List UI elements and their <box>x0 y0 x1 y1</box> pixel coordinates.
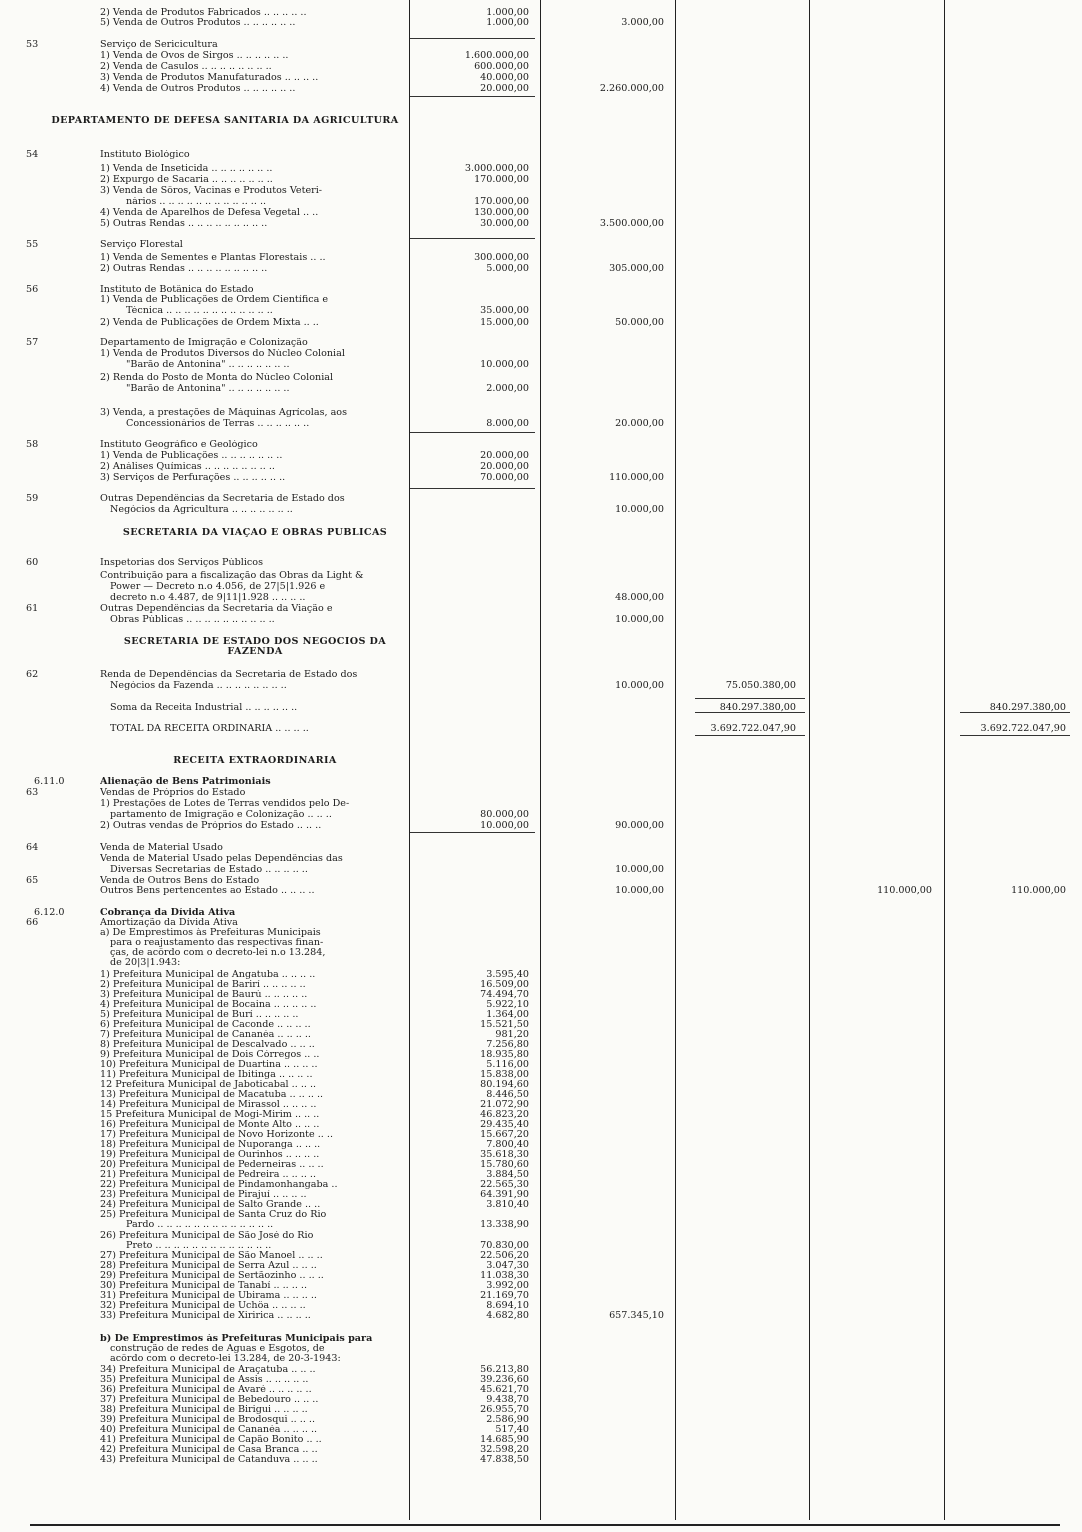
item-description: 38) Prefeitura Municipal de Birigui .. .. .. .. <box>100 1405 308 1415</box>
item-description: 22) Prefeitura Municipal de Pindamonhangaba .. <box>100 1180 338 1190</box>
subtotal-amount: 20.000,00 <box>615 418 664 429</box>
item-description: 33) Prefeitura Municipal de Xiririca .. .. .. .. <box>100 1311 311 1321</box>
item-amount: 70.000,00 <box>480 472 529 483</box>
item-description: 25) Prefeitura Municipal de Santa Cruz do Rio <box>100 1210 327 1220</box>
item-code: 59 <box>26 493 39 504</box>
item-code: 6.12.0 <box>34 907 65 918</box>
item-description: 36) Prefeitura Municipal de Avaré .. .. .. .. .. <box>100 1385 312 1395</box>
item-description: 37) Prefeitura Municipal de Bebedouro .. .. .. <box>100 1395 319 1405</box>
item-description: 31) Prefeitura Municipal de Ubirama .. .. .. .. <box>100 1291 317 1301</box>
item-description: 17) Prefeitura Municipal de Novo Horizonte .. .. <box>100 1130 333 1140</box>
column-rule <box>675 0 676 1520</box>
item-amount: 600.000,00 <box>474 61 529 72</box>
section-heading: SECRETARIA DE ESTADO DOS NEGÓCIOS DA FAZENDA <box>123 637 387 658</box>
grand-total-amount: 840.297.380,00 <box>989 702 1066 713</box>
item-description: Contribuição para a fiscalização das Obras da Light & <box>100 571 364 581</box>
section-heading: DEPARTAMENTO DE DEFESA SANITARIA DA AGRICULTURA <box>51 116 399 126</box>
item-description: Preto .. .. .. .. .. .. .. .. .. .. .. .. .. <box>126 1241 272 1251</box>
item-amount: 3.992,00 <box>486 1280 529 1291</box>
item-description: Vendas de Próprios do Estado <box>100 788 246 798</box>
item-amount: 47.838,50 <box>480 1454 529 1465</box>
item-amount: 45.621,70 <box>480 1384 529 1395</box>
item-description: "Barão de Antonina" .. .. .. .. .. .. .. <box>126 360 290 370</box>
subtotal-rule <box>410 38 535 39</box>
subtotal-amount: 10.000,00 <box>615 680 664 691</box>
item-amount: 1.600.000,00 <box>464 50 529 61</box>
item-description: Serviço Florestal <box>100 240 183 250</box>
item-amount: 40.000,00 <box>480 72 529 83</box>
item-description: Amortização da Dívida Ativa <box>100 918 238 928</box>
section-heading: SECRETARIA DA VIAÇÃO E OBRAS PÚBLICAS <box>122 528 388 538</box>
item-amount: 300.000,00 <box>474 252 529 263</box>
item-amount: 5.116,00 <box>486 1059 529 1070</box>
item-description: Cobrança da Dívida Ativa <box>100 908 236 918</box>
item-amount: 170.000,00 <box>474 174 529 185</box>
item-description: 42) Prefeitura Municipal de Casa Branca .. .. <box>100 1445 318 1455</box>
item-description: 1) Venda de Publicações .. .. .. .. .. .. .. <box>100 451 283 461</box>
subtotal-amount: 110.000,00 <box>609 472 664 483</box>
item-amount: 22.565,30 <box>480 1179 529 1190</box>
item-amount: 21.072,90 <box>480 1099 529 1110</box>
item-description: 3) Venda de Sôros, Vacinas e Produtos Veteri- <box>100 186 323 196</box>
item-description: 3) Serviços de Perfurações .. .. .. .. .. .. <box>100 473 286 483</box>
item-description: 21) Prefeitura Municipal de Pedreira .. .. .. .. <box>100 1170 317 1180</box>
item-description: 5) Venda de Outros Produtos .. .. .. .. .. .. <box>100 18 296 28</box>
item-amount: 170.000,00 <box>474 196 529 207</box>
item-description: 16) Prefeitura Municipal de Monte Alto .. .. .. <box>100 1120 320 1130</box>
item-description: "Barão de Antonina" .. .. .. .. .. .. .. <box>126 384 290 394</box>
item-amount: 15.000,00 <box>480 317 529 328</box>
item-description: Departamento de Imigração e Colonização <box>100 338 308 348</box>
item-description: 10) Prefeitura Municipal de Duartina .. .. .. .. <box>100 1060 318 1070</box>
item-description: b) De Emprestimos às Prefeituras Municipais para <box>100 1334 373 1344</box>
column-rule <box>540 0 541 1520</box>
item-description: 1) Venda de Produtos Diversos do Núcleo Colonial <box>100 349 345 359</box>
item-description: ças, de acôrdo com o decreto-lei n.o 13.284, <box>110 948 326 958</box>
subtotal-amount: 10.000,00 <box>615 614 664 625</box>
item-description: 2) Análises Químicas .. .. .. .. .. .. .. .. <box>100 462 275 472</box>
subtotal-amount: 2.260.000,00 <box>599 83 664 94</box>
item-description: Negócios da Agricultura .. .. .. .. .. .. .. <box>110 505 293 515</box>
item-description: nários .. .. .. .. .. .. .. .. .. .. .. .. <box>126 197 267 207</box>
item-description: construção de redes de Aguas e Esgotos, de <box>110 1344 325 1354</box>
item-description: 5) Outras Rendas .. .. .. .. .. .. .. .. .. <box>100 219 268 229</box>
item-amount: 4.682,80 <box>486 1310 529 1321</box>
item-description: 41) Prefeitura Municipal de Capão Bonito .. .. <box>100 1435 322 1445</box>
page-bottom-rule <box>30 1524 1060 1526</box>
item-amount: 70.830,00 <box>480 1240 529 1251</box>
item-description: 40) Prefeitura Municipal de Cananéa .. .. .. .. <box>100 1425 318 1435</box>
item-amount: 11.038,30 <box>480 1270 529 1281</box>
item-amount: 9.438,70 <box>486 1394 529 1405</box>
item-description: 4) Venda de Aparelhos de Defesa Vegetal .. .. <box>100 208 319 218</box>
item-description: 7) Prefeitura Municipal de Cananéa .. .. .. .. <box>100 1030 311 1040</box>
grand-total-amount: 3.692.722.047,90 <box>980 723 1066 734</box>
item-description: Inspetorias dos Serviços Públicos <box>100 558 264 568</box>
item-amount: 15.667,20 <box>480 1129 529 1140</box>
item-amount: 13.338,90 <box>480 1219 529 1230</box>
item-amount: 1.000,00 <box>486 17 529 28</box>
item-amount: 3.884,50 <box>486 1169 529 1180</box>
item-code: 56 <box>26 284 39 295</box>
item-amount: 15.780,60 <box>480 1159 529 1170</box>
grand-total-amount: 110.000,00 <box>1011 885 1066 896</box>
item-description: 4) Venda de Outros Produtos .. .. .. .. .. .. <box>100 84 296 94</box>
item-description: 2) Venda de Produtos Fabricados .. .. .. .. .. <box>100 8 307 18</box>
item-amount: 3.047,30 <box>486 1260 529 1271</box>
column-rule <box>944 0 945 1520</box>
item-description: Power — Decreto n.o 4.056, de 27|5|1.926 e <box>110 582 326 592</box>
item-amount: 2.000,00 <box>486 383 529 394</box>
item-amount: 35.000,00 <box>480 305 529 316</box>
item-description: Negócios da Fazenda .. .. .. .. .. .. .. .. <box>110 681 287 691</box>
subtotal-amount: 10.000,00 <box>615 864 664 875</box>
item-amount: 22.506,20 <box>480 1250 529 1261</box>
item-description: TOTAL DA RECEITA ORDINÁRIA .. .. .. .. <box>110 724 309 734</box>
item-amount: 3.595,40 <box>486 969 529 980</box>
item-amount: 8.446,50 <box>486 1089 529 1100</box>
subtotal-amount: 3.000,00 <box>621 17 664 28</box>
item-description: Outras Dependências da Secretaria da Viação e <box>100 604 333 614</box>
item-amount: 20.000,00 <box>480 83 529 94</box>
item-description: Serviço de Sericicultura <box>100 40 218 50</box>
item-description: Técnica .. .. .. .. .. .. .. .. .. .. .. .. <box>126 306 273 316</box>
item-description: Pardo .. .. .. .. .. .. .. .. .. .. .. .. .. <box>126 1220 274 1230</box>
item-description: 3) Prefeitura Municipal de Baurú .. .. .. .. .. <box>100 990 308 1000</box>
section-heading: RECEITA EXTRAORDINÁRIA <box>173 756 337 766</box>
item-amount: 32.598,20 <box>480 1444 529 1455</box>
item-amount: 1.000,00 <box>486 7 529 18</box>
item-description: 29) Prefeitura Municipal de Sertãozinho .. .. .. <box>100 1271 324 1281</box>
item-amount: 8.694,10 <box>486 1300 529 1311</box>
item-description: 1) Venda de Sementes e Plantas Florestais .. .. <box>100 253 326 263</box>
item-description: decreto n.o 4.487, de 9|11|1.928 .. .. .. .. <box>110 593 306 603</box>
item-amount: 130.000,00 <box>474 207 529 218</box>
item-amount: 15.521,50 <box>480 1019 529 1030</box>
item-description: Obras Públicas .. .. .. .. .. .. .. .. .. .. <box>110 615 275 625</box>
item-description: 23) Prefeitura Municipal de Pirajuí .. .. .. .. <box>100 1190 307 1200</box>
item-description: Instituto Biológico <box>100 150 190 160</box>
subtotal-amount: 48.000,00 <box>615 592 664 603</box>
subtotal-rule <box>695 735 805 736</box>
item-description: Alienação de Bens Patrimoniais <box>100 777 271 787</box>
item-description: Diversas Secretarias de Estado .. .. .. .. .. <box>110 865 308 875</box>
item-description: para o reajustamento das respectivas finan- <box>110 938 324 948</box>
item-description: 1) Venda de Inseticida .. .. .. .. .. .. .. <box>100 164 273 174</box>
item-amount: 30.000,00 <box>480 218 529 229</box>
item-amount: 3.810,40 <box>486 1199 529 1210</box>
item-description: 2) Venda de Casulos .. .. .. .. .. .. .. .. <box>100 62 272 72</box>
item-description: 3) Venda de Produtos Manufaturados .. .. .. .. <box>100 73 319 83</box>
item-description: Instituto Geográfico e Geológico <box>100 440 258 450</box>
item-amount: 16.509,00 <box>480 979 529 990</box>
item-description: 9) Prefeitura Municipal de Dois Córregos .. .. <box>100 1050 320 1060</box>
item-amount: 5.922,10 <box>486 999 529 1010</box>
item-code: 6.11.0 <box>34 776 65 787</box>
item-description: 32) Prefeitura Municipal de Uchôa .. .. .. .. <box>100 1301 306 1311</box>
item-description: 34) Prefeitura Municipal de Araçatuba .. .. .. <box>100 1365 316 1375</box>
item-description: a) De Emprestimos às Prefeituras Municipais <box>100 928 321 938</box>
item-description: 35) Prefeitura Municipal de Assis .. .. .. .. .. <box>100 1375 309 1385</box>
item-amount: 981,20 <box>495 1029 529 1040</box>
item-description: 2) Expurgo de Sacaria .. .. .. .. .. .. .. <box>100 175 273 185</box>
item-description: 2) Venda de Publicações de Ordem Mixta .. .. <box>100 318 319 328</box>
section-total-amount: 75.050.380,00 <box>725 680 796 691</box>
item-description: 39) Prefeitura Municipal de Brodosqui .. .. .. <box>100 1415 316 1425</box>
item-description: 27) Prefeitura Municipal de São Manoel .. .. .. <box>100 1251 323 1261</box>
item-description: 13) Prefeitura Municipal de Macatuba .. .. .. .. <box>100 1090 324 1100</box>
section-total-amount: 840.297.380,00 <box>719 702 796 713</box>
item-description: 2) Outras Rendas .. .. .. .. .. .. .. .. .. <box>100 264 268 274</box>
item-amount: 29.435,40 <box>480 1119 529 1130</box>
item-description: 15 Prefeitura Municipal de Mogi-Mirim .. .. .. <box>100 1110 320 1120</box>
item-code: 63 <box>26 787 39 798</box>
item-description: 8) Prefeitura Municipal de Descalvado .. .. .. <box>100 1040 315 1050</box>
item-description: 14) Prefeitura Municipal de Mirassol .. .. .. .. <box>100 1100 317 1110</box>
subtotal-amount: 657.345,10 <box>609 1310 664 1321</box>
item-amount: 64.391,90 <box>480 1189 529 1200</box>
item-amount: 10.000,00 <box>480 820 529 831</box>
item-code: 61 <box>26 603 39 614</box>
subtotal-rule <box>410 432 535 433</box>
item-amount: 10.000,00 <box>480 359 529 370</box>
item-amount: 74.494,70 <box>480 989 529 1000</box>
group-total-amount: 110.000,00 <box>877 885 932 896</box>
item-description: 18) Prefeitura Municipal de Nuporanga .. .. .. <box>100 1140 321 1150</box>
item-amount: 20.000,00 <box>480 450 529 461</box>
item-amount: 7.256,80 <box>486 1039 529 1050</box>
item-amount: 56.213,80 <box>480 1364 529 1375</box>
item-amount: 517,40 <box>495 1424 529 1435</box>
item-description: 43) Prefeitura Municipal de Catanduva .. .. .. <box>100 1455 318 1465</box>
item-description: Instituto de Botânica do Estado <box>100 285 254 295</box>
item-description: 20) Prefeitura Municipal de Pederneiras .. .. .. <box>100 1160 324 1170</box>
item-amount: 21.169,70 <box>480 1290 529 1301</box>
column-rule <box>809 0 810 1520</box>
subtotal-amount: 305.000,00 <box>609 263 664 274</box>
item-description: 2) Prefeitura Municipal de Barirí .. .. .. .. .. <box>100 980 306 990</box>
item-amount: 3.000.000,00 <box>464 163 529 174</box>
item-description: 4) Prefeitura Municipal de Bocaina .. .. .. .. .. <box>100 1000 317 1010</box>
item-amount: 80.000,00 <box>480 809 529 820</box>
item-code: 62 <box>26 669 39 680</box>
item-description: Venda de Material Usado pelas Dependências das <box>100 854 343 864</box>
item-description: Outras Dependências da Secretaria de Estado dos <box>100 494 345 504</box>
subtotal-rule <box>410 96 535 97</box>
item-code: 53 <box>26 39 39 50</box>
item-description: partamento de Imigração e Colonização .. .. .. <box>110 810 332 820</box>
item-description: 19) Prefeitura Municipal de Ourinhos .. .. .. .. <box>100 1150 320 1160</box>
item-description: 1) Prefeitura Municipal de Angatuba .. .. .. .. <box>100 970 316 980</box>
item-amount: 2.586,90 <box>486 1414 529 1425</box>
item-code: 65 <box>26 875 39 886</box>
item-description: 26) Prefeitura Municipal de São José do Rio <box>100 1231 314 1241</box>
item-description: 3) Venda, a prestações de Máquinas Agrícolas, aos <box>100 408 348 418</box>
item-description: 1) Venda de Publicações de Ordem Científica e <box>100 295 329 305</box>
item-amount: 80.194,60 <box>480 1079 529 1090</box>
item-description: 2) Outras vendas de Próprios do Estado .. .. .. <box>100 821 322 831</box>
item-description: 2) Renda do Posto de Monta do Núcleo Colonial <box>100 373 334 383</box>
subtotal-rule <box>960 735 1070 736</box>
item-amount: 39.236,60 <box>480 1374 529 1385</box>
item-description: Soma da Receita Industrial .. .. .. .. .. .. <box>110 703 298 713</box>
item-description: Outros Bens pertencentes ao Estado .. .. .. .. <box>100 886 315 896</box>
item-description: de 20|3|1.943: <box>110 958 181 968</box>
item-amount: 5.000,00 <box>486 263 529 274</box>
item-description: 1) Prestações de Lotes de Terras vendidos pelo De- <box>100 799 350 809</box>
item-description: 28) Prefeitura Municipal de Serra Azul .. .. .. <box>100 1261 317 1271</box>
item-description: 30) Prefeitura Municipal de Tanabí .. .. .. .. <box>100 1281 308 1291</box>
subtotal-amount: 10.000,00 <box>615 504 664 515</box>
item-amount: 26.955,70 <box>480 1404 529 1415</box>
item-amount: 7.800,40 <box>486 1139 529 1150</box>
subtotal-rule <box>410 488 535 489</box>
subtotal-rule <box>695 698 805 699</box>
item-amount: 20.000,00 <box>480 461 529 472</box>
item-code: 57 <box>26 337 39 348</box>
item-description: Renda de Dependências da Secretaria de Estado dos <box>100 670 358 680</box>
subtotal-rule <box>410 238 535 239</box>
item-description: 12 Prefeitura Municipal de Jaboticabal .. .. .. <box>100 1080 317 1090</box>
item-description: 11) Prefeitura Municipal de Ibitinga .. .. .. .. <box>100 1070 313 1080</box>
item-code: 66 <box>26 917 39 928</box>
item-amount: 8.000,00 <box>486 418 529 429</box>
item-description: acôrdo com o decreto-lei 13.284, de 20-3-1943: <box>110 1354 341 1364</box>
item-code: 55 <box>26 239 39 250</box>
item-code: 60 <box>26 557 39 568</box>
item-amount: 18.935,80 <box>480 1049 529 1060</box>
item-amount: 1.364,00 <box>486 1009 529 1020</box>
item-amount: 15.838,00 <box>480 1069 529 1080</box>
subtotal-amount: 3.500.000,00 <box>599 218 664 229</box>
item-code: 58 <box>26 439 39 450</box>
section-total-amount: 3.692.722.047,90 <box>710 723 796 734</box>
item-description: Concessionários de Terras .. .. .. .. .. .. <box>126 419 310 429</box>
item-description: Venda de Material Usado <box>100 843 223 853</box>
item-description: 24) Prefeitura Municipal de Salto Grande .. .. <box>100 1200 321 1210</box>
item-description: 6) Prefeitura Municipal de Caconde .. .. .. .. <box>100 1020 311 1030</box>
item-code: 64 <box>26 842 39 853</box>
item-amount: 35.618,30 <box>480 1149 529 1160</box>
item-description: 1) Venda de Ovos de Sirgos .. .. .. .. .. .. <box>100 51 289 61</box>
item-code: 54 <box>26 149 39 160</box>
subtotal-rule <box>410 832 535 833</box>
item-description: 5) Prefeitura Municipal de Burí .. .. .. .. .. <box>100 1010 299 1020</box>
item-description: Venda de Outros Bens do Estado <box>100 876 260 886</box>
item-amount: 14.685,90 <box>480 1434 529 1445</box>
subtotal-amount: 90.000,00 <box>615 820 664 831</box>
item-amount: 46.823,20 <box>480 1109 529 1120</box>
subtotal-amount: 50.000,00 <box>615 317 664 328</box>
subtotal-amount: 10.000,00 <box>615 885 664 896</box>
